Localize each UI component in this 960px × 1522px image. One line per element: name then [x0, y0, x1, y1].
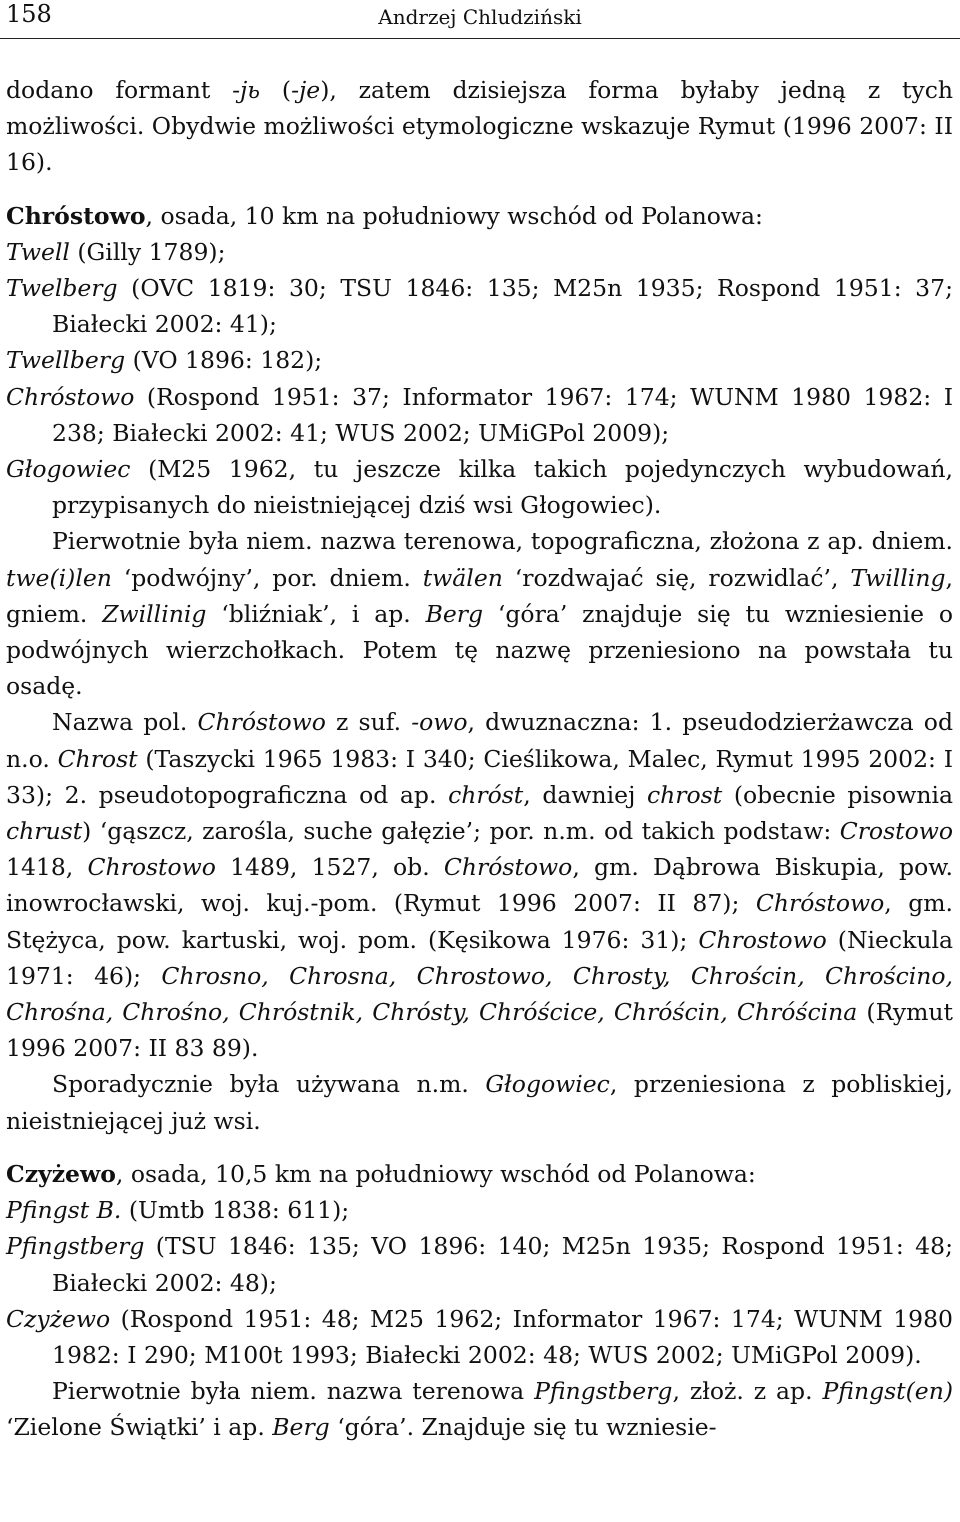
attestation-line: Twelberg (OVC 1819: 30; TSU 1846: 135; M25n 1935; Rospond 1951: 37; Białecki 2002: 41);: [6, 274, 953, 339]
entry-headword: Czyżewo: [6, 1159, 116, 1188]
paragraph-etymology: Pierwotnie była niem. nazwa terenowa, topograficzna, złożona z ap. dniem. twe(i)len ‘podwójny’, por. dniem. twälen ‘rozdwajać się, rozwidlać’, Twilling, gniem. Zwillinig ‘bliźniak’, i ap. Berg ‘góra’ znajduje się tu wzniesienie o podwójnych wierzchołkach. Potem tę nazwę przeniesiono na powstała tu osadę.: [6, 527, 953, 701]
paragraph-intro-continuation: dodano formant -jь (-je), zatem dzisiejsza forma byłaby jedną z tych możliwości. Obydwie możliwości etymologiczne wskazuje Rymut (1996 2007: II 16).: [6, 76, 954, 177]
entry-heading-chrostowo: Chróstowo, osada, 10 km na południowy wschód od Polanowa:: [6, 201, 763, 230]
paragraph-polish-name: Nazwa pol. Chróstowo z suf. -owo, dwuznaczna: 1. pseudodzierżawcza od n.o. Chrost (Taszycki 1965 1983: I 340; Cieślikowa, Malec, Rymut 1995 2002: I 33); 2. pseudotopograficzna od ap. chróst, dawniej chrost (obecnie pisownia chrust) ‘gąszcz, zarośla, suche gałęzie’; por. n.m. od takich podstaw: Crostowo 1418, Chrostowo 1489, 1527, ob. Chróstowo, gm. Dąbrowa Biskupia, pow. inowrocławski, woj. kuj.-pom. (Rymut 1996 2007: II 87); Chróstowo, gm. Stężyca, pow. kartuski, woj. pom. (Kęsikowa 1976: 31); Chrostowo (Nieckula 1971: 46); Chrosno, Chrosna, Chrostowo, Chrosty, Chrościn, Chrościno, Chrośna, Chrośno, Chróstnik, Chrósty, Chróścice, Chróścin, Chróścina (Rymut 1996 2007: II 83 89).: [6, 708, 954, 1063]
attestation-line: Twellberg (VO 1896: 182);: [6, 346, 323, 375]
page-body: [6, 72, 953, 1446]
page-number: 158: [6, 0, 52, 28]
page-header: [0, 0, 960, 39]
attestation-line: Pfingstberg (TSU 1846: 135; VO 1896: 140; M25n 1935; Rospond 1951: 48; Białecki 2002: 48);: [6, 1232, 953, 1297]
attestation-line: Pfingst B. (Umtb 1838: 611);: [6, 1196, 350, 1225]
entry-headword: Chróstowo: [6, 201, 146, 230]
paragraph-etymology-czyzewo: Pierwotnie była niem. nazwa terenowa Pfingstberg, złoż. z ap. Pfingst(en) ‘Zielone Świątki’ i ap. Berg ‘góra’. Znajduje się tu wzniesie-: [6, 1377, 953, 1442]
attestation-line: Głogowiec (M25 1962, tu jeszcze kilka takich pojedynczych wybudowań, przypisanych do nieistniejącej dziś wsi Głogowiec).: [6, 455, 953, 520]
attestation-line: Chróstowo (Rospond 1951: 37; Informator 1967: 174; WUNM 1980 1982: I 238; Białecki 2002: 41; WUS 2002; UMiGPol 2009);: [6, 382, 953, 447]
paragraph-sporadic: Sporadycznie była używana n.m. Głogowiec, przeniesiona z pobliskiej, nieistniejącej już wsi.: [6, 1070, 953, 1135]
running-head-author: Andrzej Chludziński: [378, 5, 582, 29]
attestation-line: Czyżewo (Rospond 1951: 48; M25 1962; Informator 1967: 174; WUNM 1980 1982: I 290; M100t 1993; Białecki 2002: 48; WUS 2002; UMiGPol 2009).: [6, 1304, 953, 1369]
entry-heading-czyzewo: Czyżewo, osada, 10,5 km na południowy wschód od Polanowa:: [6, 1159, 756, 1188]
attestation-line: Twell (Gilly 1789);: [6, 237, 226, 266]
